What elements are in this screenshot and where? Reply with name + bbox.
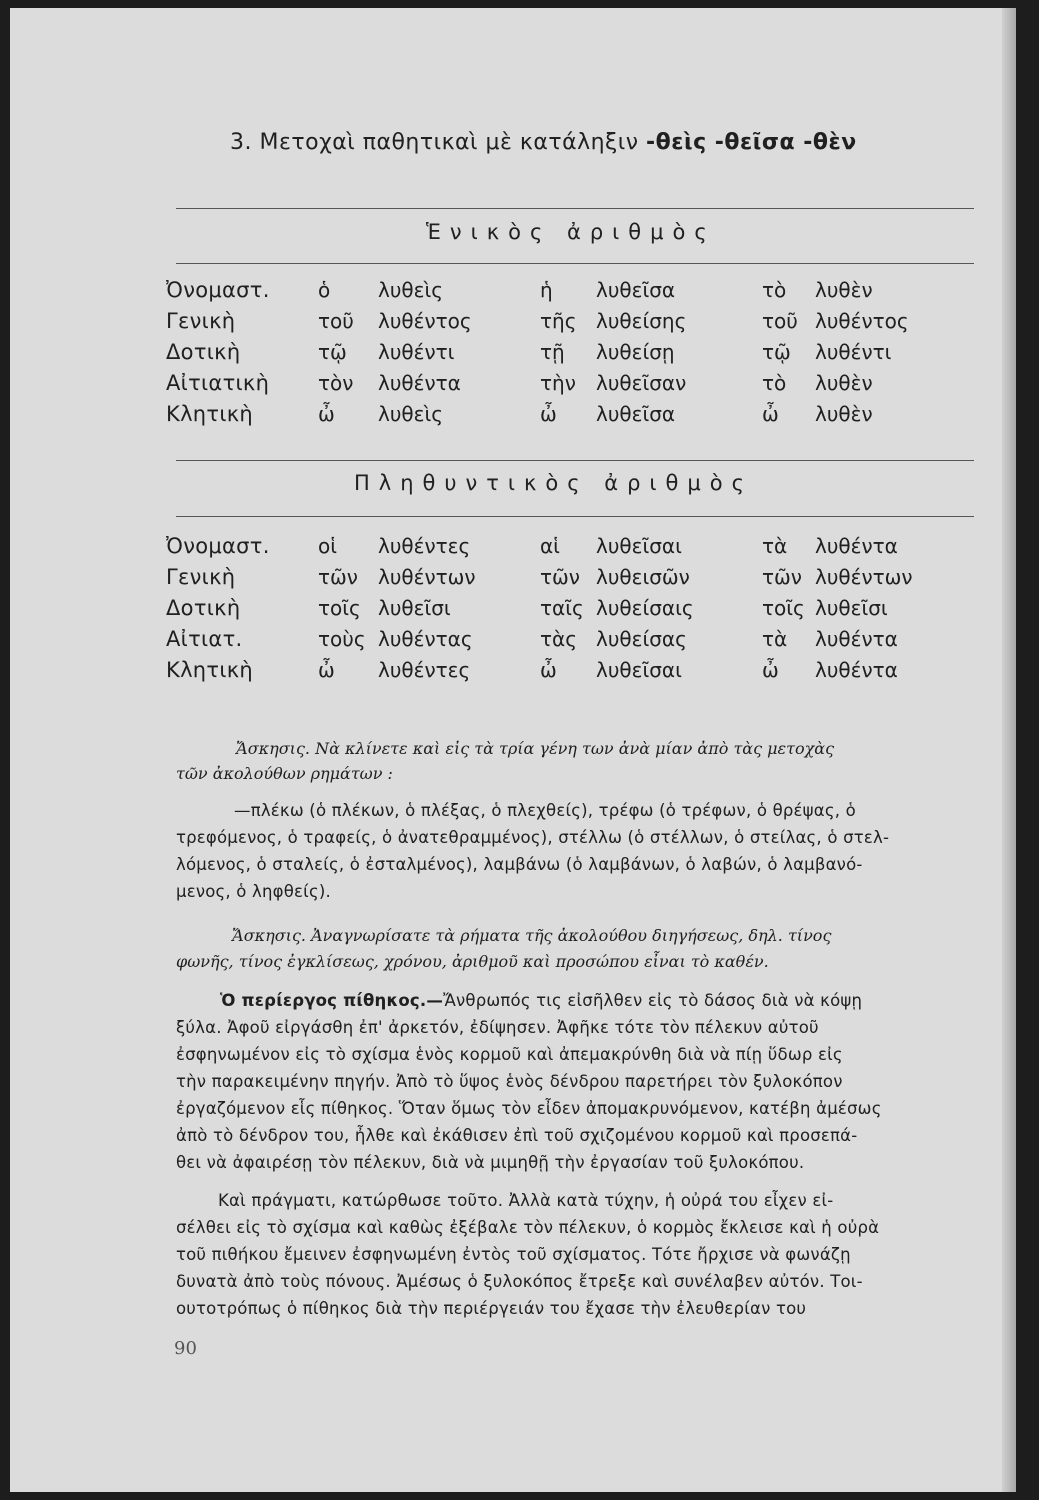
rule-line — [176, 263, 974, 264]
plural-cell-n: λυθέντα — [815, 534, 898, 558]
plural-cell-n-art: τῶν — [762, 565, 802, 589]
singular-cell-n-art: τοῦ — [762, 309, 798, 333]
singular-cell-m-art: ὁ — [318, 278, 331, 302]
story-line: Καὶ πράγματι, κατώρθωσε τοῦτο. Ἀλλὰ κατὰ τύχην, ἡ οὐρά του εἶχεν εἰ- — [218, 1191, 834, 1210]
singular-cell-case: Κλητικὴ — [166, 402, 254, 426]
exercise1-text-line: τρεφόμενος, ὁ τραφείς, ὁ ἀνατεθραμμένος), στέλλω (ὁ στέλλων, ὁ στείλας, ὁ στελ- — [176, 828, 890, 847]
story-line: ξύλα. Ἀφοῦ εἰργάσθη ἐπ' ἀρκετόν, ἐδίψησεν. Ἀφῆκε τότε τὸν πέλεκυν αὐτοῦ — [176, 1018, 819, 1037]
singular-cell-n-art: τὸ — [762, 371, 787, 395]
singular-cell-m: λυθέντα — [378, 371, 461, 395]
singular-cell-m-art: τὸν — [318, 371, 354, 395]
plural-cell-n: λυθέντων — [815, 565, 913, 589]
section-heading-endings: -θεὶς -θεῖσα -θὲν — [646, 130, 857, 155]
singular-cell-m: λυθέντι — [378, 340, 455, 364]
story-line: ἐργαζόμενον εἷς πίθηκος. Ὅταν ὅμως τὸν εἶδεν ἀπομακρυνόμενον, κατέβη ἀμέσως — [176, 1099, 882, 1118]
plural-cell-case: Ὀνομαστ. — [166, 534, 270, 558]
plural-cell-f: λυθείσας — [596, 627, 687, 651]
singular-cell-n-art: ὦ — [762, 402, 779, 426]
plural-cell-n-art: τὰ — [762, 627, 788, 651]
plural-cell-m: λυθέντας — [378, 627, 473, 651]
plural-cell-m: λυθέντες — [378, 534, 471, 558]
plural-cell-n: λυθέντα — [815, 627, 898, 651]
singular-title: Ἑνικὸς ἀριθμὸς — [426, 220, 716, 244]
exercise1-text-line: λόμενος, ὁ σταλείς, ὁ ἐσταλμένος), λαμβάνω (ὁ λαμβάνων, ὁ λαβών, ὁ λαμβανό- — [176, 855, 863, 874]
plural-cell-n: λυθεῖσι — [815, 596, 888, 620]
story-line: σέλθει εἰς τὸ σχίσμα καὶ καθὼς ἐξέβαλε τὸν πέλεκυν, ὁ κορμὸς ἔκλεισε καὶ ἡ οὐρὰ — [176, 1218, 880, 1237]
plural-cell-case: Αἰτιατ. — [166, 627, 243, 651]
singular-cell-f: λυθείσῃ — [596, 340, 675, 364]
section-heading-text: Μετοχαὶ παθητικαὶ μὲ κατάληξιν — [259, 130, 639, 155]
story-line: δυνατὰ ἀπὸ τοὺς πόνους. Ἀμέσως ὁ ξυλοκόπος ἔτρεξε καὶ συνέλαβεν αὐτόν. Τοι- — [176, 1272, 863, 1291]
singular-cell-case: Γενικὴ — [166, 309, 236, 333]
plural-cell-m: λυθεῖσι — [378, 596, 451, 620]
story-line: θει νὰ ἀφαιρέσῃ τὸν πέλεκυν, διὰ νὰ μιμηθῇ τὴν ἐργασίαν τοῦ ξυλοκόπου. — [176, 1153, 805, 1172]
singular-cell-m: λυθεὶς — [378, 402, 443, 426]
singular-cell-n: λυθὲν — [815, 278, 873, 302]
singular-cell-m-art: τοῦ — [318, 309, 354, 333]
plural-cell-m: λυθέντες — [378, 658, 471, 682]
story-first-line — [220, 991, 862, 1010]
singular-cell-f-art: τὴν — [540, 371, 576, 395]
singular-cell-n: λυθέντι — [815, 340, 892, 364]
plural-cell-f: λυθεισῶν — [596, 565, 690, 589]
story-line: τοῦ πιθήκου ἔμεινεν ἐσφηνωμένη ἐντὸς τοῦ σχίσματος. Τότε ἤρχισε νὰ φωνάζῃ — [176, 1245, 851, 1264]
singular-cell-n: λυθὲν — [815, 371, 873, 395]
story-line: ἐσφηνωμένον εἰς τὸ σχίσμα ἑνὸς κορμοῦ καὶ ἀπεμακρύνθη διὰ νὰ πίῃ ὕδωρ εἰς — [176, 1045, 843, 1064]
exercise2-line1: Ἄσκησις. Ἀναγνωρίσατε τὰ ρήματα τῆς ἀκολούθου διηγήσεως, δηλ. τίνος — [232, 926, 832, 945]
exercise1-line2: τῶν ἀκολούθων ρημάτων : — [176, 764, 393, 783]
page-number: 90 — [174, 1338, 197, 1359]
plural-cell-m-art: οἱ — [318, 534, 338, 558]
plural-cell-f-art: ὦ — [540, 658, 557, 682]
singular-cell-n: λυθέντος — [815, 309, 909, 333]
plural-cell-m-art: τοῖς — [318, 596, 361, 620]
exercise1-text-line: μενος, ὁ ληφθείς). — [176, 882, 331, 901]
section-number: 3. — [230, 130, 252, 155]
singular-cell-m: λυθέντος — [378, 309, 472, 333]
singular-cell-n-art: τῷ — [762, 340, 791, 364]
singular-cell-f: λυθεῖσα — [596, 278, 676, 302]
plural-cell-n: λυθέντα — [815, 658, 898, 682]
rule-line — [176, 208, 974, 209]
exercise1-line1: Ἄσκησις. Νὰ κλίνετε καὶ εἰς τὰ τρία γένη των ἀνὰ μίαν ἀπὸ τὰς μετοχὰς — [236, 739, 835, 758]
singular-cell-f-art: τῆς — [540, 309, 577, 333]
rule-line — [176, 460, 974, 461]
singular-cell-m: λυθεὶς — [378, 278, 443, 302]
singular-cell-m-art: τῷ — [318, 340, 347, 364]
singular-cell-n-art: τὸ — [762, 278, 787, 302]
plural-cell-n-art: ὦ — [762, 658, 779, 682]
singular-cell-f-art: τῇ — [540, 340, 565, 364]
plural-cell-f: λυθεῖσαι — [596, 658, 682, 682]
story-title: Ὁ περίεργος πίθηκος.— — [220, 991, 444, 1010]
plural-cell-case: Κλητικὴ — [166, 658, 254, 682]
singular-cell-f: λυθεῖσα — [596, 402, 676, 426]
plural-cell-m-art: τοὺς — [318, 627, 366, 651]
plural-cell-case: Δοτικὴ — [166, 596, 241, 620]
singular-cell-f-art: ὦ — [540, 402, 557, 426]
singular-cell-case: Ὀνομαστ. — [166, 278, 270, 302]
plural-cell-m-art: τῶν — [318, 565, 358, 589]
page-edge-shadow — [1002, 8, 1016, 1492]
section-heading — [230, 130, 857, 155]
plural-cell-n-art: τὰ — [762, 534, 788, 558]
plural-cell-n-art: τοῖς — [762, 596, 805, 620]
plural-cell-f-art: ταῖς — [540, 596, 584, 620]
textbook-page — [10, 8, 1016, 1492]
plural-cell-m-art: ὦ — [318, 658, 335, 682]
plural-cell-f-art: τῶν — [540, 565, 580, 589]
singular-cell-case: Δοτικὴ — [166, 340, 241, 364]
exercise2-line2: φωνῆς, τίνος ἐγκλίσεως, χρόνου, ἀριθμοῦ καὶ προσώπου εἶναι τὸ καθέν. — [176, 952, 769, 971]
rule-line — [176, 516, 974, 517]
story-line: ἀπὸ τὸ δένδρον του, ἦλθε καὶ ἐκάθισεν ἐπὶ τοῦ σχιζομένου κορμοῦ καὶ προσεπά- — [176, 1126, 858, 1145]
story-text: Ἄνθρωπός τις εἰσῆλθεν εἰς τὸ δάσος διὰ νὰ κόψῃ — [443, 991, 863, 1010]
plural-cell-case: Γενικὴ — [166, 565, 236, 589]
singular-cell-case: Αἰτιατικὴ — [166, 371, 270, 395]
plural-title: Πληθυντικὸς ἀριθμὸς — [354, 471, 753, 495]
plural-cell-m: λυθέντων — [378, 565, 476, 589]
plural-cell-f: λυθεῖσαι — [596, 534, 682, 558]
singular-cell-m-art: ὦ — [318, 402, 335, 426]
story-line: ουτοτρόπως ὁ πίθηκος διὰ τὴν περιέργειάν του ἔχασε τὴν ἐλευθερίαν του — [176, 1299, 807, 1318]
singular-cell-f-art: ἡ — [540, 278, 553, 302]
singular-cell-n: λυθὲν — [815, 402, 873, 426]
singular-cell-f: λυθεῖσαν — [596, 371, 687, 395]
story-line: τὴν παρακειμένην πηγήν. Ἀπὸ τὸ ὕψος ἑνὸς δένδρου παρετήρει τὸν ξυλοκόπον — [176, 1072, 843, 1091]
plural-cell-f: λυθείσαις — [596, 596, 694, 620]
plural-cell-f-art: τὰς — [540, 627, 577, 651]
plural-cell-f-art: αἱ — [540, 534, 560, 558]
exercise1-text-line: —πλέκω (ὁ πλέκων, ὁ πλέξας, ὁ πλεχθείς), τρέφω (ὁ τρέφων, ὁ θρέψας, ὁ — [234, 801, 856, 820]
singular-cell-f: λυθείσης — [596, 309, 687, 333]
